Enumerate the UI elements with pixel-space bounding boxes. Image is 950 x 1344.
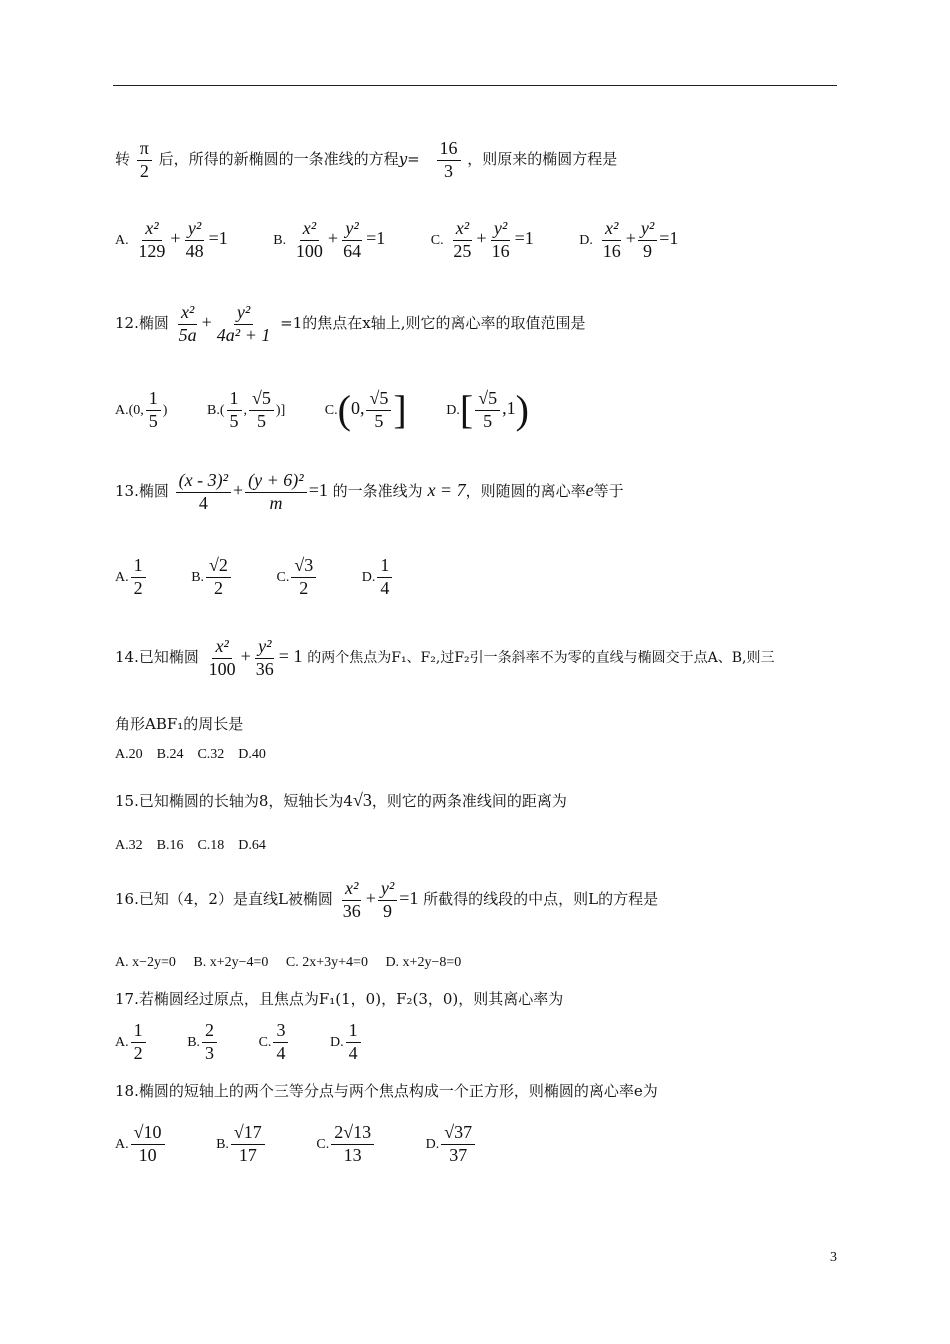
q11-stem: 转 $\frac{\pi}{2}$ 后，所得的新椭圆的一条准线的方程y= $\frac{16}{3}$ ，则原来的椭圆方程是 xyxy=(115,138,618,181)
q17-stem: 17.若椭圆经过原点，且焦点为F₁(1，0)，F₂(3，0)，则其离心率为 xyxy=(115,990,564,1008)
q15-stem: 15.已知椭圆的长轴为8，短轴长为4√3，则它的两条准线间的距离为 xyxy=(115,790,567,810)
q14-stem: 14.已知椭圆 $\frac{\text{x²}}{100}$ + $\frac{\text{y²}}{36}$ = 1 的两个焦点为F₁、F₂,过F₂引一条斜率不为零的直线与椭圆交于点A、B,则三 xyxy=(115,636,775,679)
q18-stem: 18.椭圆的短轴上的两个三等分点与两个焦点构成一个正方形，则椭圆的离心率e为 xyxy=(115,1082,658,1100)
q12-stem: 12.椭圆 $\frac{\text{x²}}{5a}$ + $\frac{\text{y²}}{\text{4a² + 1}}$ =1的焦点在x轴上,则它的离心率的取值范围是 xyxy=(115,302,586,345)
q15-options: A.32 B.16 C.18 D.64 xyxy=(115,838,266,853)
q16-options: A. x−2y=0 B. x+2y−4=0 C. 2x+3y+4=0 D. x+2y−8=0 xyxy=(115,955,462,970)
q11-frac-pi: $\frac{\pi}{2}$ xyxy=(137,138,152,182)
q12-options: A.(0, $\frac{1}{5}$ ) B.( $\frac{1}{5}$ , $\frac{√5}{5}$ )] C.(0, $\frac{√5}{5}$ ] D.[ $\frac{√5}{5}$ ,1) xyxy=(115,387,529,433)
q14-options: A.20 B.24 C.32 D.40 xyxy=(115,747,266,762)
q11-frac-16-3: $\frac{16}{3}$ xyxy=(437,138,461,182)
q17-options: A. $\frac{1}{2}$ B. $\frac{2}{3}$ C. $\frac{3}{4}$ D. $\frac{1}{4}$ xyxy=(115,1020,363,1064)
q16-stem: 16.已知（4，2）是直线L被椭圆 $\frac{\text{x²}}{36}$ + $\frac{\text{y²}}{9}$ =1 所截得的线段的中点，则L的方程是 xyxy=(115,878,659,921)
q11-options: A. $\frac{\text{x²}}{129}$ + $\frac{\text{y²}}{48}$ =1 B. $\frac{\text{x²}}{100}$ + $\frac{\text{y²}}{64}$ =1 C. $\frac{\text{x²}}{25}$ + $\frac{\text{y²}}{16}$ =1 D. $\frac{\text{x²}}{16}$ + $\frac{\text{y²}}{9}$ =1 xyxy=(115,218,679,261)
header-rule xyxy=(113,85,837,86)
q14-line2: 角形ABF₁的周长是 xyxy=(115,715,244,733)
q18-options: A. $\frac{√10}{10}$ B. $\frac{√17}{17}$ C. $\frac{2√13}{13}$ D. $\frac{√37}{37}$ xyxy=(115,1122,477,1166)
q13-stem: 13.椭圆 $\frac{\text{(x - 3)²}}{4}$ + $\frac{\text{(y + 6)²}}{m}$ =1 的一条准线为 x = 7，则随圆的离心率e等于 xyxy=(115,470,624,513)
q13-options: A. $\frac{1}{2}$ B. $\frac{√2}{2}$ C. $\frac{√3}{2}$ D. $\frac{1}{4}$ xyxy=(115,555,394,599)
page-number: 3 xyxy=(830,1250,837,1265)
